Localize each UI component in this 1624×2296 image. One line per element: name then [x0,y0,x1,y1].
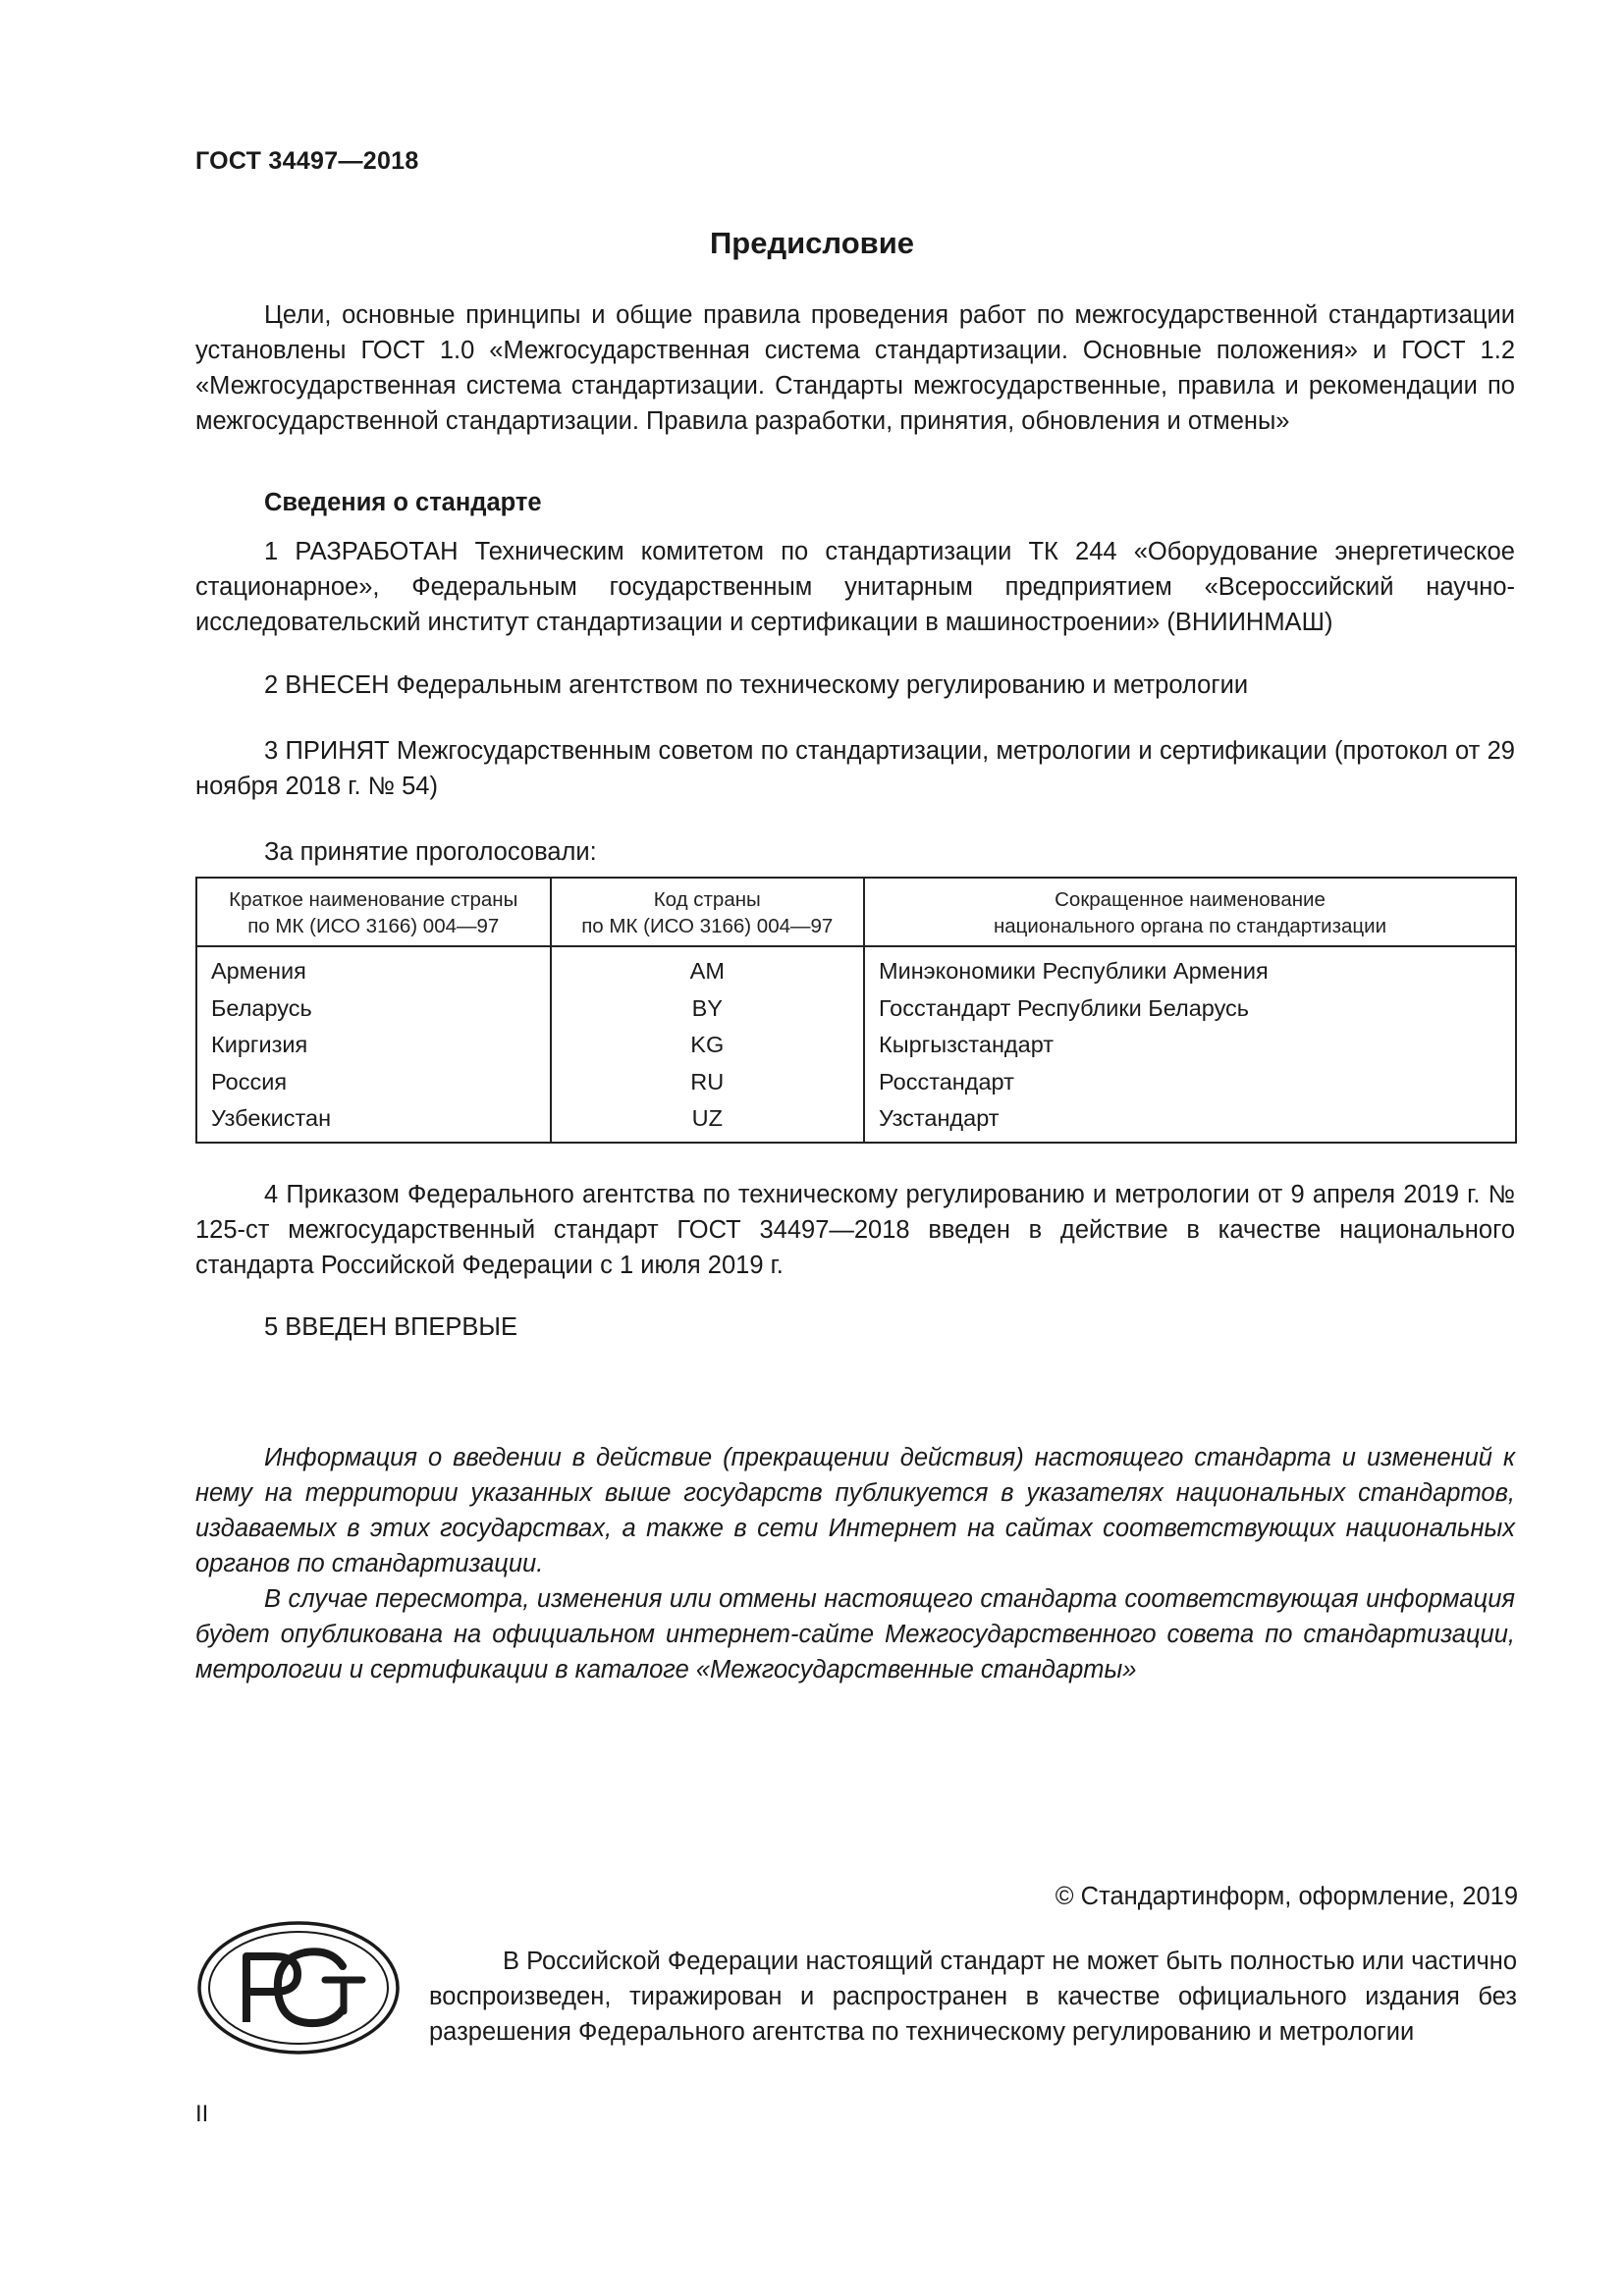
cell-body: Росстандарт [864,1064,1516,1101]
header-country: Краткое наименование страны по МК (ИСО 3166) 004—97 [196,878,551,946]
item-adopted: 3 ПРИНЯТ Межгосударственным советом по стандартизации, метрологии и сертификации (протокол от 29 ноября 2018 г. № 54) [195,737,1515,800]
cell-code: BY [551,990,864,1028]
header-body: Сокращенное наименование национального органа по стандартизации [864,878,1516,946]
cell-body: Минэкономики Республики Армения [864,946,1516,990]
cell-code: AM [551,946,864,990]
rst-certification-logo [195,1919,402,2056]
cell-country: Армения [196,946,551,990]
voted-label: За принятие проголосовали: [264,838,597,866]
page-title: Предисловие [709,226,914,260]
cell-country: Киргизия [196,1027,551,1064]
header-code: Код страны по МК (ИСО 3166) 004—97 [551,878,864,946]
table-row [196,946,1516,990]
standard-code-header: ГОСТ 34497—2018 [195,147,419,175]
page-number: II [195,2101,209,2127]
cell-body: Узстандарт [864,1100,1516,1143]
info-heading: Сведения о стандарте [264,489,542,516]
cell-code: KG [551,1027,864,1064]
cell-body: Кыргызстандарт [864,1027,1516,1064]
table-row [196,1027,1516,1064]
cell-body: Госстандарт Республики Беларусь [864,990,1516,1028]
item-developed: 1 РАЗРАБОТАН Техническим комитетом по стандартизации ТК 244 «Оборудование энергетическое стационарное», Федеральным государственным унитарным предприятием «Всероссийский научно-исследовательский институт стандартизации и сертификации в машиностроении» (ВНИИНМАШ) [195,538,1515,636]
reproduction-notice: В Российской Федерации настоящий стандарт не может быть полностью или частично воспроизведен, тиражирован и распространен в качестве официального издания без разрешения Федерального агентства по техническому регулированию и метрологии [429,1948,1517,2046]
cell-country: Узбекистан [196,1100,551,1143]
notice-block [195,1440,1515,1687]
copyright-line: © Стандартинформ, оформление, 2019 [1055,1883,1518,1910]
cell-code: RU [551,1064,864,1101]
table-header-row [196,878,1516,946]
intro-paragraph: Цели, основные принципы и общие правила проведения работ по межгосударственной стандартизации установлены ГОСТ 1.0 «Межгосударственная система стандартизации. Основные положения» и ГОСТ 1.2 «Межгосударственная система стандартизации. Стандарты межгосударственные, правила и рекомендации по межгосударственной стандартизации. Правила разработки, принятия, обновления и отмены» [195,301,1515,435]
table-row [196,1100,1516,1143]
item-order: 4 Приказом Федерального агентства по техническому регулированию и метрологии от 9 апреля 2019 г. № 125-ст межгосударственный стандарт ГОСТ 34497—2018 введен в действие в качестве национального стандарта Российской Федерации с 1 июля 2019 г. [195,1181,1515,1279]
cell-country: Россия [196,1064,551,1101]
item-first-time: 5 ВВЕДЕН ВПЕРВЫЕ [264,1313,518,1341]
table-row [196,1064,1516,1101]
cell-code: UZ [551,1100,864,1143]
logo-text: РСТ [297,1987,300,1989]
item-introduced: 2 ВНЕСЕН Федеральным агентством по техническому регулированию и метрологии [264,671,1249,699]
cell-country: Беларусь [196,990,551,1028]
notice-paragraph-1: Информация о введении в действие (прекращении действия) настоящего стандарта и изменений к нему на территории указанных выше государств публикуется в указателях национальных стандартов, издаваемых в этих государствах, а также в сети Интернет на сайтах соответствующих национальных органов по стандартизации. [195,1444,1515,1577]
table-row [196,990,1516,1028]
member-states-table [195,877,1517,1144]
notice-paragraph-2: В случае пересмотра, изменения или отмены настоящего стандарта соответствующая информация будет опубликована на официальном интернет-сайте Межгосударственного совета по стандартизации, метрологии и сертификации в каталоге «Межгосударственные стандарты» [195,1585,1515,1683]
